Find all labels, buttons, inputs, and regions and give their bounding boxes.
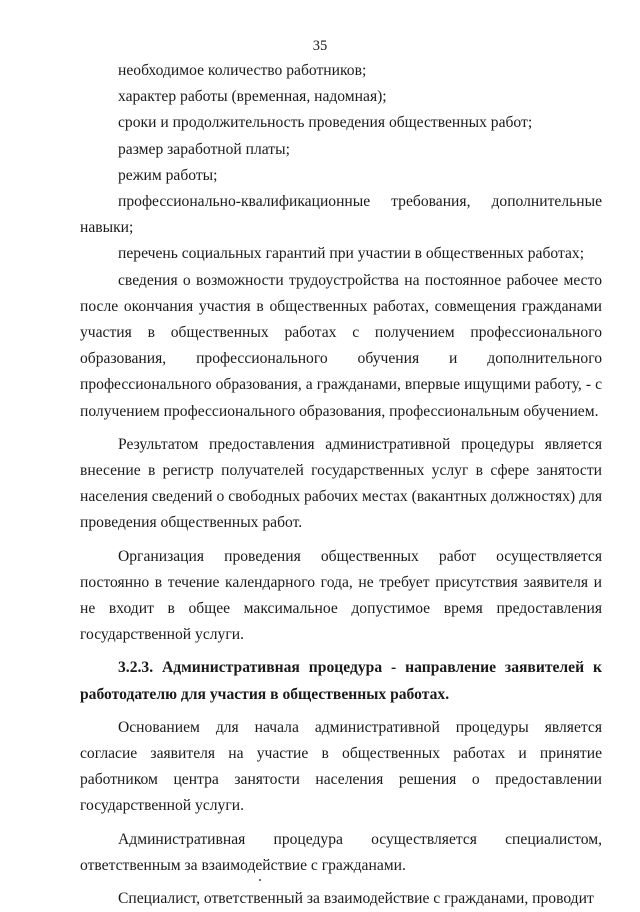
- paragraph-specialist: Специалист, ответственный за взаимодействие с гражданами, проводит: [118, 890, 594, 908]
- paragraph-procedure-executor: Административная процедура осуществляется специалистом, ответственным за взаимодействие с гражданами.: [80, 830, 602, 874]
- page-number: 35: [312, 38, 328, 54]
- paragraph-procedure-basis: Основанием для начала административной процедуры является согласие заявителя на участие в общественных работах и принятие работником центра занятости населения решения о предоставлении государственной услуги.: [80, 718, 602, 815]
- scan-speck: [259, 879, 261, 881]
- document-body: [80, 58, 602, 912]
- paragraph-employment-info: сведения о возможности трудоустройства на постоянное рабочее место после окончания участия в общественных работах, совмещения гражданами участия в общественных работах с получением профессионального образования, профессионального обучения и дополнительного профессионального образования, а гражданами, впервые ищущими работу, - с получением профессионального образования, профессиональным обучением.: [80, 271, 602, 420]
- section-heading-3-2-3: 3.2.3. Административная процедура - направление заявителей к работодателю для участия в общественных работах.: [80, 659, 602, 703]
- paragraph-work-duration: сроки и продолжительность проведения общественных работ;: [118, 114, 533, 132]
- paragraph-work-character: характер работы (временная, надомная);: [118, 88, 387, 106]
- paragraph-salary: размер заработной платы;: [118, 140, 290, 158]
- paragraph-qualification-requirements: профессионально-квалификационные требования, дополнительные навыки;: [80, 193, 602, 237]
- paragraph-social-guarantees: перечень социальных гарантий при участии в общественных работах;: [118, 245, 585, 263]
- paragraph-work-mode: режим работы;: [118, 166, 218, 184]
- paragraph-procedure-result: Результатом предоставления административной процедуры является внесение в регистр получателей государственных услуг в сфере занятости населения сведений о свободных рабочих местах (вакантных должностях) для проведения общественных работ.: [80, 435, 602, 532]
- paragraph-required-workers: необходимое количество работников;: [118, 62, 367, 79]
- paragraph-organization: Организация проведения общественных работ осуществляется постоянно в течение календарного года, не требует присутствия заявителя и не входит в общее максимальное допустимое время предоставления государственной услуги.: [80, 547, 602, 644]
